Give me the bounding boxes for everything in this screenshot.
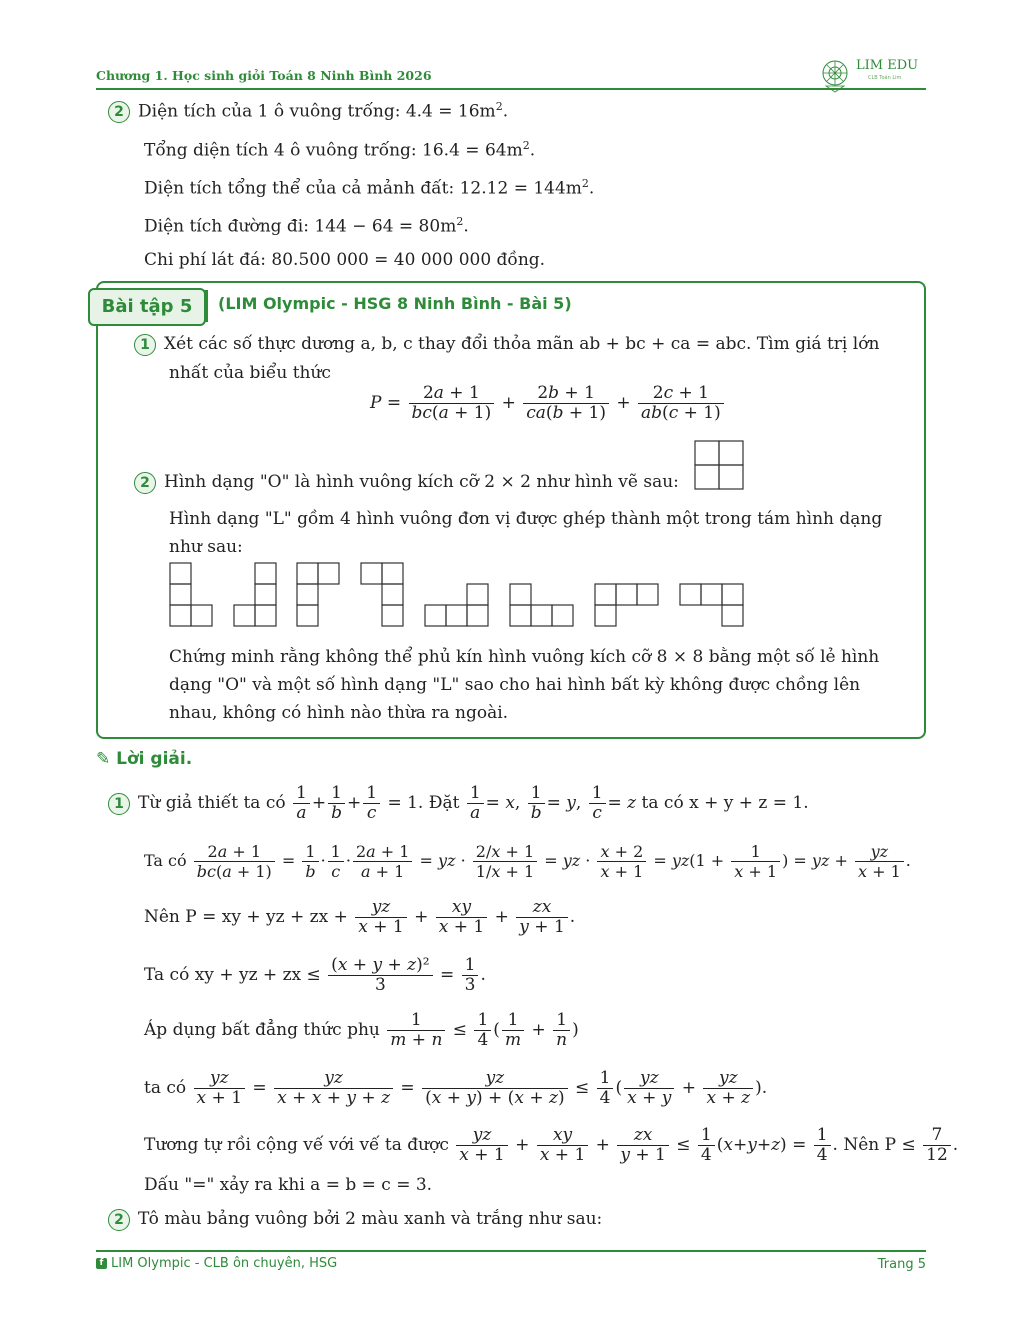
footer-divider <box>96 1250 926 1252</box>
pencil-icon: ✎ <box>96 749 111 769</box>
sol-line-6: ta có $\frac{yz}{x + 1}$ = $\frac{yz}{x + x + y + z}$ = $\frac{yz}{(x + y) + (x + z)}$ ≤ $\frac{1}{4}$ ( $\frac{yz}{x + y}$ + $\frac{yz}{x + z}$ ). <box>144 1068 768 1108</box>
logo-subtitle: CLB Toán Lim <box>868 75 902 81</box>
facebook-icon: f <box>96 1258 107 1269</box>
ex-p2-line-2: Hình dạng "L" gồm 4 hình vuông đơn vị được ghép thành một trong tám hình dạng <box>169 509 883 529</box>
ex-p2-line-3: như sau: <box>169 537 243 557</box>
ex-p2-line-6: nhau, không có hình nào thừa ra ngoài. <box>169 703 509 723</box>
sol-line-5: Áp dụng bất đẳng thức phụ $\frac{1}{m + n}$ ≤ $\frac{1}{4}$ ( $\frac{1}{m}$ + $\frac{1}{n}$ ) <box>144 1010 579 1050</box>
exercise-tab-bar <box>204 290 208 322</box>
sol-line-7: Tương tự rồi cộng vế với vế ta được $\frac{yz}{x + 1}$ + $\frac{xy}{x + 1}$ + $\frac{zx}{y + 1}$ ≤ $\frac{1}{4}$ (x+y+z) = $\frac{1}{4}$ . Nên P ≤ $\frac{7}{12}$ . <box>144 1125 959 1165</box>
sol-line-2: Ta có $\frac{2a + 1}{bc(a + 1)}$ = $\frac{1}{b}$ · $\frac{1}{c}$ · $\frac{2a + 1}{a + 1}$ = yz · $\frac{2/x + 1}{1/x + 1}$ = yz · $\frac{x + 2}{x + 1}$ = yz(1 + $\frac{1}{x + 1}$ ) = yz + $\frac{yz}{x + 1}$ . <box>144 842 911 881</box>
part-number-badge: 2 <box>108 101 130 123</box>
prev-line-4: Diện tích đường đi: $144 - 64 = 80m^2$. <box>144 215 469 237</box>
page-header <box>96 58 926 90</box>
prev-line-2: Tổng diện tích 4 ô vuông trống: $16.4 = 64m^2$. <box>144 139 536 161</box>
sol-line-1: 1 Từ giả thiết ta có $\frac{1}{a}$ + $\frac{1}{b}$ + $\frac{1}{c}$ = 1. Đặt $\frac{1}{a}$ = x, $\frac{1}{b}$ = y, $\frac{1}{c}$ = z ta có x + y + z = 1. <box>108 784 809 823</box>
page-number: Trang 5 <box>877 1257 926 1272</box>
part-number-badge: 2 <box>108 1209 130 1231</box>
prev-line-1: 2 Diện tích của 1 ô vuông trống: $4.4 = 16m^2$. <box>108 96 508 123</box>
l-shapes-figure <box>166 560 766 630</box>
prev-line-3: Diện tích tổng thể của cả mảnh đất: $12.12 = 144m^2$. <box>144 177 595 199</box>
ex-p2-line-5: dạng "O" và một số hình dạng "L" sao cho hai hình bất kỳ không được chồng lên <box>169 675 861 695</box>
ex-p1-line-1: 1 Xét các số thực dương a, b, c thay đổi thỏa mãn ab + bc + ca = abc. Tìm giá trị lớn <box>134 333 879 356</box>
part-number-badge: 2 <box>134 472 156 494</box>
o-shape-figure <box>694 440 744 490</box>
sol-line-9: 2 Tô màu bảng vuông bởi 2 màu xanh và trắng như sau: <box>108 1208 602 1231</box>
ex-p1-line-2: nhất của biểu thức <box>169 363 331 383</box>
ex-p2-line-1: 2 Hình dạng "O" là hình vuông kích cỡ 2 × 2 như hình vẽ sau: <box>134 471 679 494</box>
sol-line-4: Ta có xy + yz + zx ≤ $\frac{\text{(x + y + z)²}}{3}$ = $\frac{1}{3}$ . <box>144 955 486 995</box>
part-number-badge: 1 <box>134 334 156 356</box>
sol-line-3: Nên P = xy + yz + zx + $\frac{yz}{x + 1}$ + $\frac{xy}{x + 1}$ + $\frac{zx}{y + 1}$ . <box>144 897 576 937</box>
part-number-badge: 1 <box>108 793 130 815</box>
solution-heading: ✎ Lời giải. <box>96 749 193 769</box>
exercise-source: (LIM Olympic - HSG 8 Ninh Bình - Bài 5) <box>218 294 572 313</box>
sol-line-8: Dấu "=" xảy ra khi a = b = c = 3. <box>144 1175 433 1195</box>
header-divider <box>96 88 926 90</box>
logo-text: LIM EDU <box>856 58 919 73</box>
prev-line-5: Chi phí lát đá: 80.500 000 = 40 000 000 đồng. <box>144 250 546 270</box>
footer-source: f LIM Olympic - CLB ôn chuyên, HSG <box>96 1256 337 1271</box>
ex-p1-formula: P = $\frac{2a + 1}{bc(a + 1)}$ + $\frac{2b + 1}{ca(b + 1)}$ + $\frac{2c + 1}{ab(c + 1)}$ <box>370 384 726 423</box>
exercise-tab: Bài tập 5 <box>88 288 206 326</box>
ex-p2-line-4: Chứng minh rằng không thể phủ kín hình vuông kích cỡ 8 × 8 bằng một số lẻ hình <box>169 647 880 667</box>
chapter-title: Chương 1. Học sinh giỏi Toán 8 Ninh Bình 2026 <box>96 68 432 83</box>
